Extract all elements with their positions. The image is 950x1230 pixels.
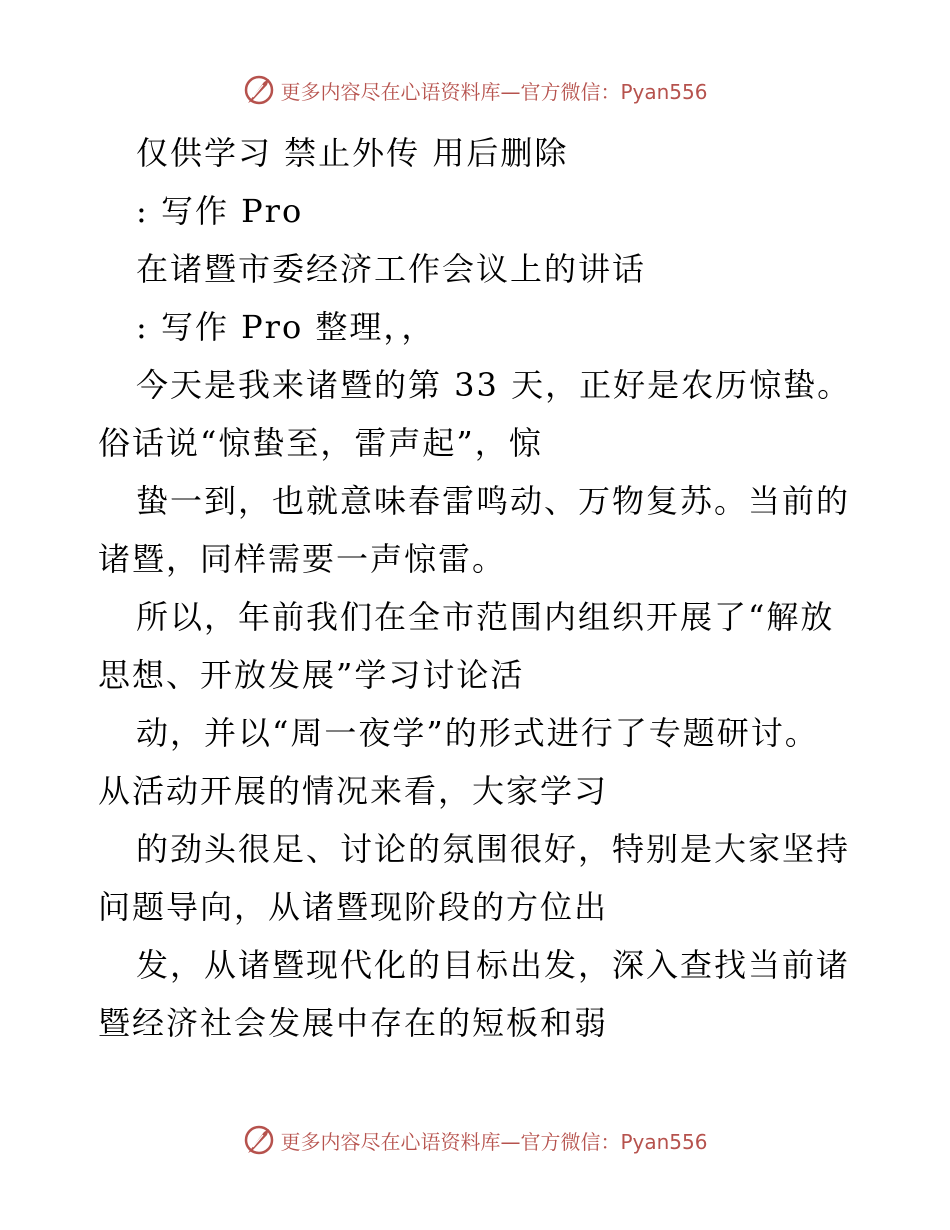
text-line: 蛰一到，也就意味春雷鸣动、万物复苏。当前的: [136, 482, 851, 520]
text-line: 仅供学习 禁止外传 用后删除: [136, 134, 569, 172]
text-line: 俗话说“惊蛰至，雷声起”，惊: [98, 424, 543, 462]
text-line: 今天是我来诸暨的第 33 天，正好是农历惊蛰。: [136, 366, 852, 404]
footer-watermark: [0, 1120, 950, 1160]
text-line: 问题导向，从诸暨现阶段的方位出: [98, 888, 609, 926]
text-line: 的劲头很足、讨论的氛围很好，特别是大家坚持: [136, 830, 851, 868]
watermark-text: 更多内容尽在心语资料库—官方微信：Pyan556: [280, 79, 708, 104]
text-line: : 写作 Pro: [136, 192, 304, 230]
text-line: 思想、开放发展”学习讨论活: [98, 656, 525, 694]
document-body: [98, 124, 858, 1052]
text-line: 所以，年前我们在全市范围内组织开展了“解放: [136, 598, 835, 636]
text-line: 从活动开展的情况来看，大家学习: [98, 772, 609, 810]
text-line: 动，并以“周一夜学”的形式进行了专题研讨。: [136, 714, 819, 752]
text-line: 发，从诸暨现代化的目标出发，深入查找当前诸: [136, 946, 851, 984]
text-line: 诸暨，同样需要一声惊雷。: [98, 540, 507, 578]
text-line: : 写作 Pro 整理，，: [136, 308, 436, 346]
watermark-text: 更多内容尽在心语资料库—官方微信：Pyan556: [280, 1129, 708, 1154]
quill-pen-circle-icon: [242, 73, 276, 107]
document-title: 在诸暨市委经济工作会议上的讲话: [136, 250, 647, 288]
quill-pen-circle-icon: [242, 1123, 276, 1157]
text-line: 暨经济社会发展中存在的短板和弱: [98, 1004, 609, 1042]
header-watermark: [0, 70, 950, 110]
